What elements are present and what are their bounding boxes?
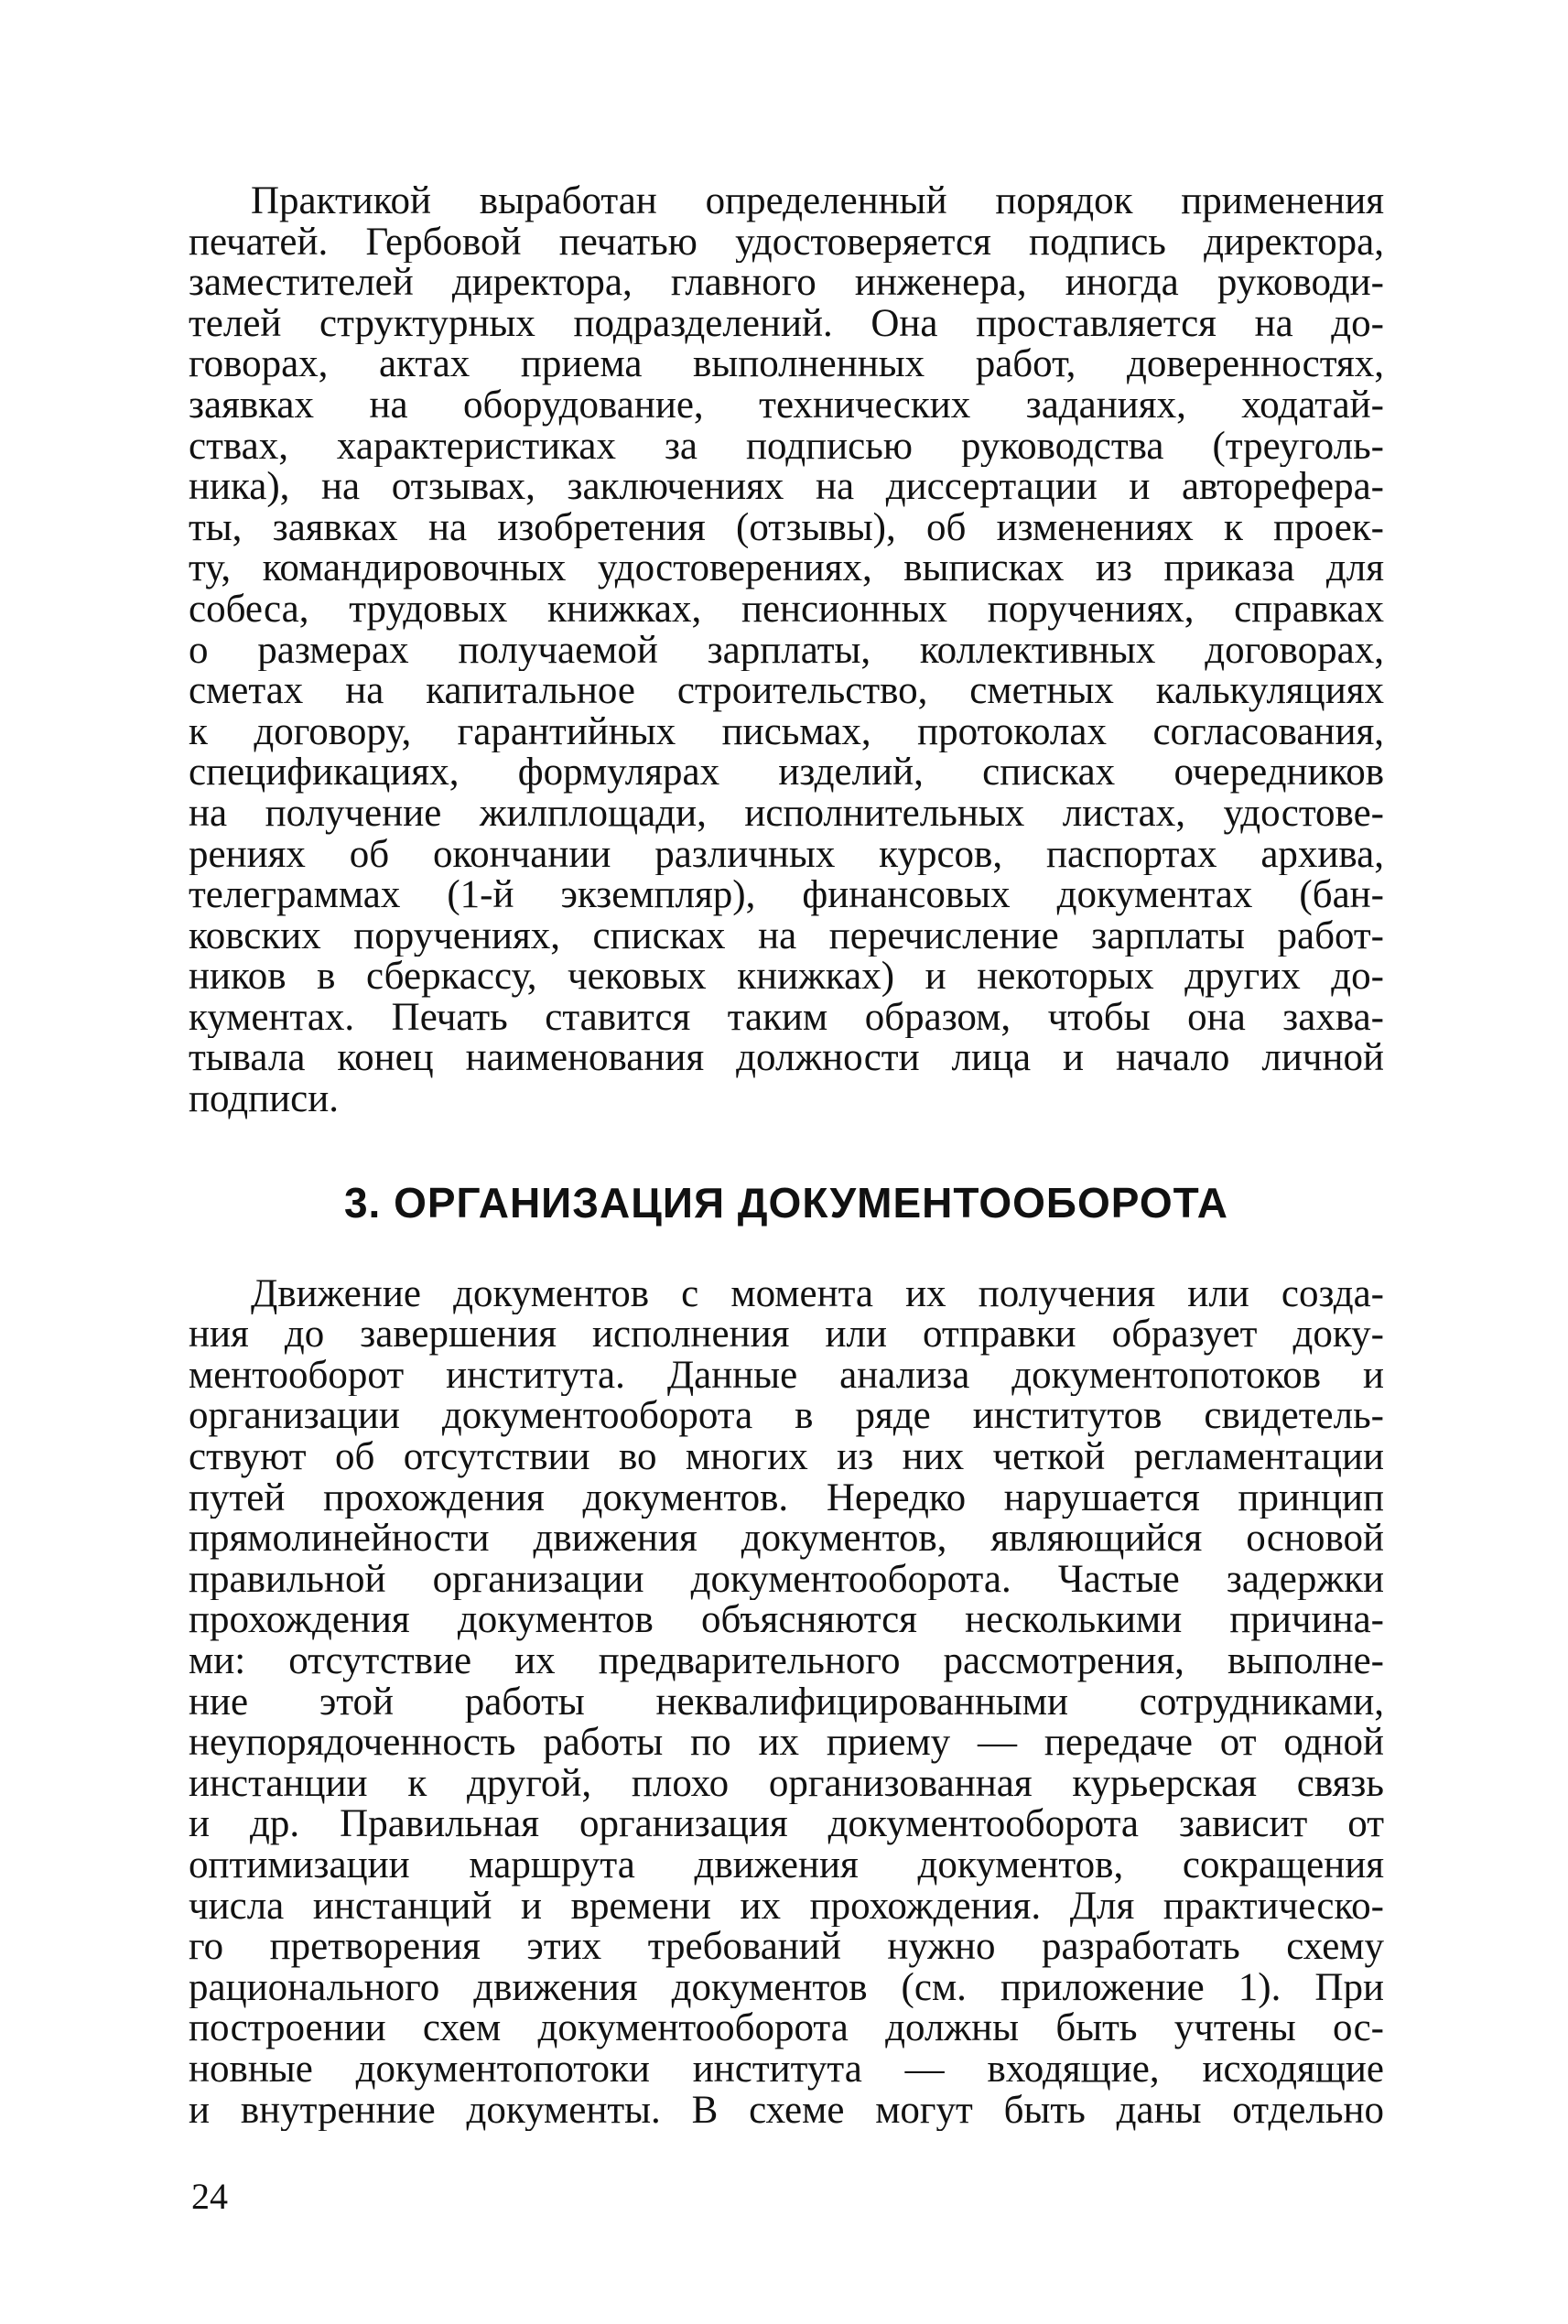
text-line: ту, командировочных удостоверениях, выписках из приказа для — [189, 548, 1384, 589]
text-line: организации документооборота в ряде институтов свидетель- — [189, 1396, 1384, 1438]
text-line: кументах. Печать ставится таким образом, чтобы она захва- — [189, 997, 1384, 1039]
text-line: числа инстанций и времени их прохождения. Для практическо- — [189, 1886, 1384, 1928]
text-line: заместителей директора, главного инженера, иногда руководи- — [189, 263, 1384, 304]
text-line: прямолинейности движения документов, являющийся основой — [189, 1519, 1384, 1560]
text-line: спецификациях, формулярах изделий, списках очередников — [189, 752, 1384, 794]
page-number: 24 — [191, 2176, 228, 2217]
text-line: на получение жилплощади, исполнительных листах, удостове- — [189, 793, 1384, 835]
text-line: и внутренние документы. В схеме могут быть даны отдельно — [189, 2090, 1384, 2132]
text-line: заявках на оборудование, технических заданиях, ходатай- — [189, 384, 1384, 427]
text-line: ние этой работы неквалифицированными сотрудниками, — [189, 1681, 1384, 1724]
text-line: рационального движения документов (см. приложение 1). При — [189, 1967, 1384, 2009]
text-line: Движение документов с момента их получения или созда- — [251, 1273, 1384, 1315]
text-line: Практикой выработан определенный порядок применения — [251, 181, 1384, 222]
text-line: к договору, гарантийных письмах, протоколах согласования, — [189, 711, 1384, 753]
text-line: прохождения документов объясняются несколькими причина- — [189, 1600, 1384, 1641]
text-line: телеграммах (1-й экземпляр), финансовых документах (бан- — [189, 875, 1384, 916]
text-line: оптимизации маршрута движения документов, сокращения — [189, 1844, 1384, 1886]
text-line: инстанции к другой, плохо организованная курьерская связь — [189, 1763, 1384, 1805]
text-line: о размерах получаемой зарплаты, коллективных договорах, — [189, 630, 1384, 672]
text-line: ковских поручениях, списках на перечисление зарплаты работ- — [189, 915, 1384, 957]
paragraph-seals — [189, 181, 1384, 1120]
paragraph-document-flow — [189, 1274, 1384, 2131]
text-line: ника), на отзывах, заключениях на диссертации и авторефера- — [189, 467, 1384, 508]
text-line: го претворения этих требований нужно разработать схему — [189, 1927, 1384, 1968]
text-line: подписи. — [189, 1079, 340, 1120]
text-line: ты, заявках на изобретения (отзывы), об изменениях к проек- — [189, 507, 1384, 549]
text-column — [189, 181, 1384, 2131]
text-line: печатей. Гербовой печатью удостоверяется подпись директора, — [189, 222, 1384, 264]
text-line: рениях об окончании различных курсов, паспортах архива, — [189, 834, 1384, 876]
text-line: ствах, характеристиках за подписью руководства (треуголь- — [189, 426, 1384, 468]
section-heading: 3. ОРГАНИЗАЦИЯ ДОКУМЕНТООБОРОТА — [343, 1178, 1229, 1227]
text-line: новные документопотоки института — входящие, исходящие — [189, 2048, 1384, 2091]
text-line: говорах, актах приема выполненных работ, доверенностях, — [189, 344, 1384, 385]
text-line: и др. Правильная организация документооборота зависит от — [189, 1804, 1384, 1845]
text-line: собеса, трудовых книжках, пенсионных поручениях, справках — [189, 589, 1384, 631]
text-line: неупорядоченность работы по их приему — передаче от одной — [189, 1723, 1384, 1764]
text-line: ния до завершения исполнения или отправки образует доку- — [189, 1314, 1384, 1356]
text-line: построении схем документооборота должны быть учтены ос- — [189, 2008, 1384, 2049]
text-line: путей прохождения документов. Нередко нарушается принцип — [189, 1477, 1384, 1519]
text-line: правильной организации документооборота. Частые задержки — [189, 1559, 1384, 1601]
text-line: ментооборот института. Данные анализа документопотоков и — [189, 1355, 1384, 1397]
text-line: телей структурных подразделений. Она проставляется на до- — [189, 303, 1384, 345]
text-line: ми: отсутствие их предварительного рассмотрения, выполне- — [189, 1641, 1384, 1682]
text-line: тывала конец наименования должности лица и начало личной — [189, 1038, 1384, 1080]
text-line: ствуют об отсутствии во многих из них четкой регламентации — [189, 1437, 1384, 1478]
text-line: ников в сберкассу, чековых книжках) и некоторых других до- — [189, 957, 1384, 998]
text-line: сметах на капитальное строительство, сметных калькуляциях — [189, 671, 1384, 712]
